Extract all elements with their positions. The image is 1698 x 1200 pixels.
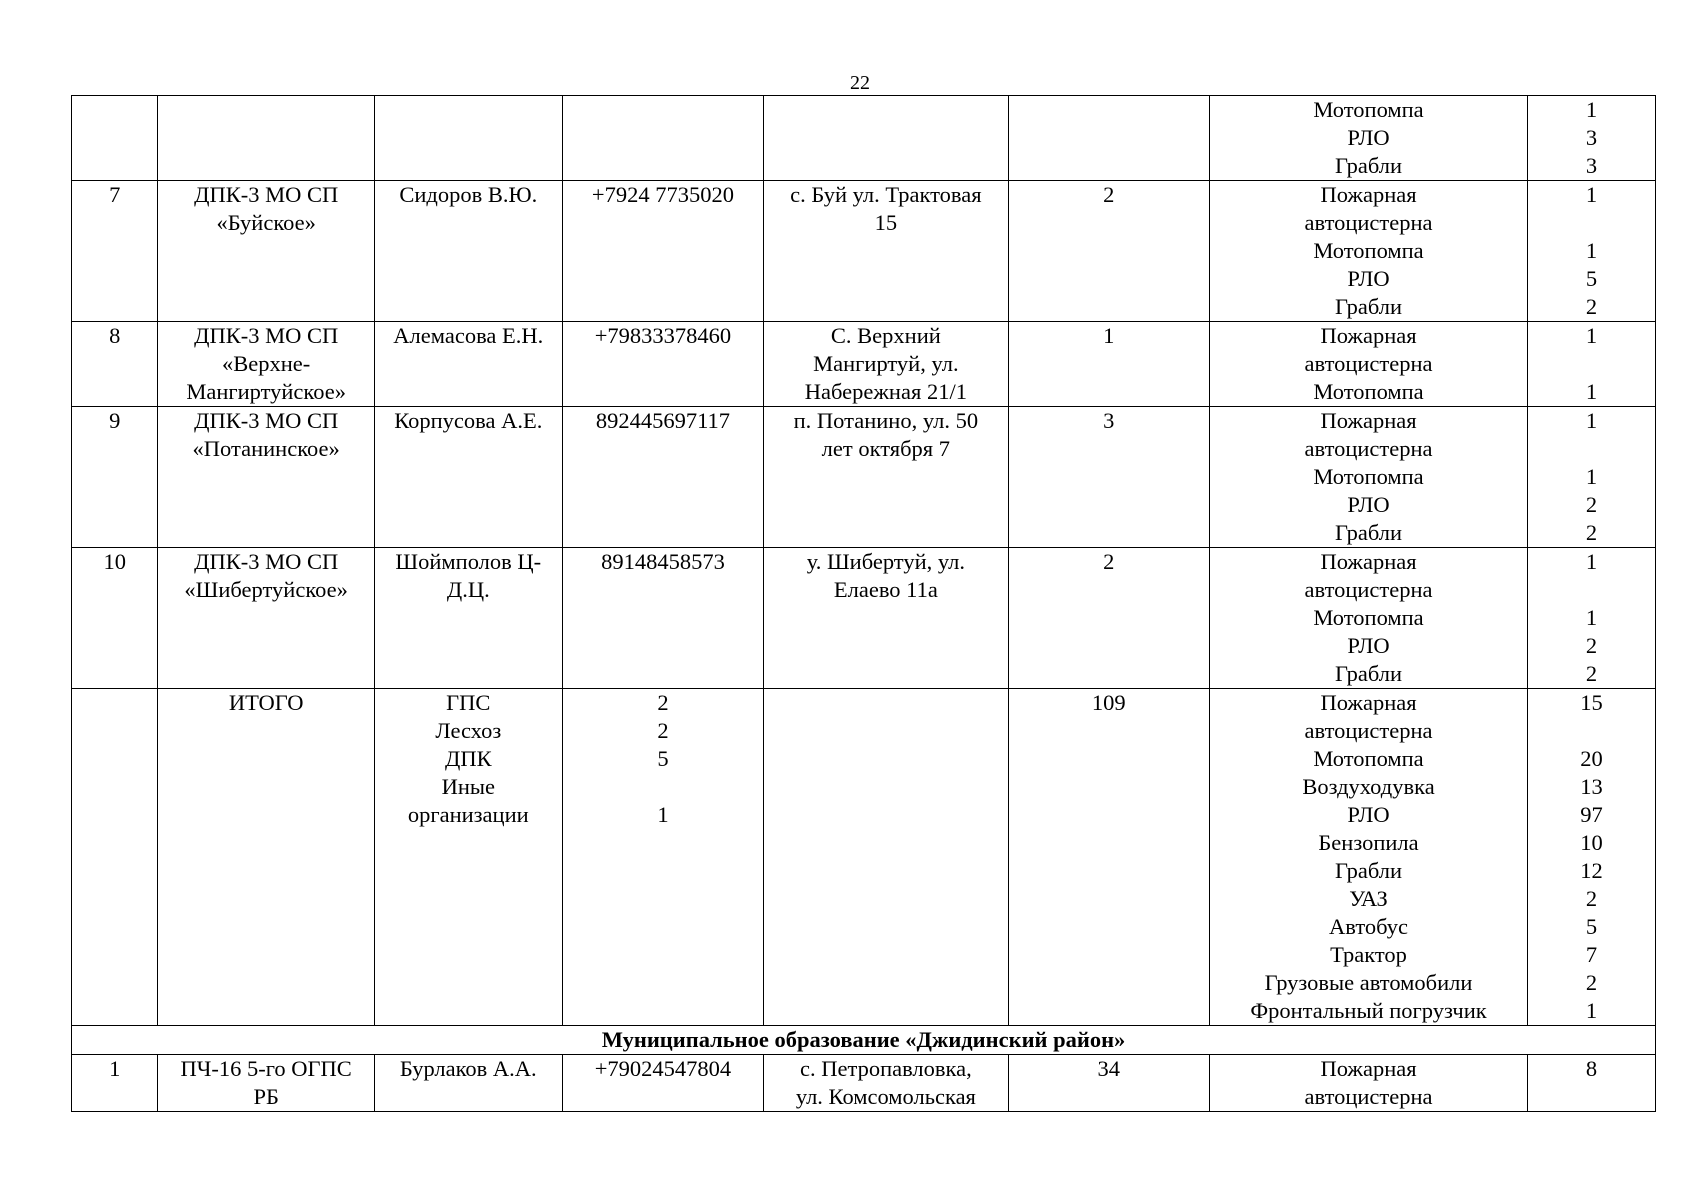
cell-phone: +7924 7735020 — [562, 181, 764, 322]
total-personnel: 109 — [1008, 689, 1210, 1026]
cell-org: ДПК-3 МО СП «Буйское» — [158, 181, 375, 322]
cell-counts: 8 — [1527, 1055, 1655, 1112]
table-row — [72, 407, 1656, 548]
cell-org: ДПК-3 МО СП «Потанинское» — [158, 407, 375, 548]
cell-num: 10 — [72, 548, 158, 689]
cell-org: ДПК-3 МО СП «Верхне- Мангиртуйское» — [158, 322, 375, 407]
table-row — [72, 322, 1656, 407]
cell-org: ПЧ-16 5-го ОГПС РБ — [158, 1055, 375, 1112]
cell-head: Алемасова Е.Н. — [374, 322, 562, 407]
total-label: ИТОГО — [158, 689, 375, 1026]
cell-counts: 1 1 2 2 — [1527, 407, 1655, 548]
cell-counts: 1 1 5 2 — [1527, 181, 1655, 322]
page-number: 22 — [850, 72, 870, 94]
table-row — [72, 96, 1656, 181]
cell-phone: 89148458573 — [562, 548, 764, 689]
cell-address: С. Верхний Мангиртуй, ул. Набережная 21/1 — [764, 322, 1008, 407]
cell-phone: +79024547804 — [562, 1055, 764, 1112]
table-row — [72, 181, 1656, 322]
cell-equipment: Пожарная автоцистерна — [1210, 1055, 1528, 1112]
cell-address — [764, 96, 1008, 181]
cell-address: п. Потанино, ул. 50 лет октября 7 — [764, 407, 1008, 548]
cell-personnel: 3 — [1008, 407, 1210, 548]
cell-counts: 1 1 — [1527, 322, 1655, 407]
total-row — [72, 689, 1656, 1026]
cell-num — [72, 689, 158, 1026]
cell-address — [764, 689, 1008, 1026]
cell-phone: 892445697117 — [562, 407, 764, 548]
total-types: ГПС Лесхоз ДПК Иные организации — [374, 689, 562, 1026]
cell-num — [72, 96, 158, 181]
cell-counts: 1 3 3 — [1527, 96, 1655, 181]
cell-address: у. Шибертуй, ул. Елаево 11а — [764, 548, 1008, 689]
cell-num: 9 — [72, 407, 158, 548]
cell-address: с. Буй ул. Трактовая 15 — [764, 181, 1008, 322]
cell-num: 7 — [72, 181, 158, 322]
cell-personnel: 1 — [1008, 322, 1210, 407]
cell-personnel: 2 — [1008, 181, 1210, 322]
cell-counts: 1 1 2 2 — [1527, 548, 1655, 689]
cell-num: 1 — [72, 1055, 158, 1112]
cell-equipment: Пожарная автоцистерна Мотопомпа РЛО Грабли — [1210, 181, 1528, 322]
cell-phone — [562, 96, 764, 181]
cell-equipment: Пожарная автоцистерна Мотопомпа — [1210, 322, 1528, 407]
section-row — [72, 1026, 1656, 1055]
cell-equipment: Пожарная автоцистерна Мотопомпа РЛО Грабли — [1210, 407, 1528, 548]
cell-num: 8 — [72, 322, 158, 407]
cell-personnel: 2 — [1008, 548, 1210, 689]
table-row — [72, 1055, 1656, 1112]
cell-org: ДПК-3 МО СП «Шибертуйское» — [158, 548, 375, 689]
total-equipment: Пожарная автоцистерна Мотопомпа Воздуходувка РЛО Бензопила Грабли УАЗ Автобус Трактор Грузовые автомобили Фронтальный погрузчик — [1210, 689, 1528, 1026]
cell-address: с. Петропавловка, ул. Комсомольская — [764, 1055, 1008, 1112]
cell-phone: +79833378460 — [562, 322, 764, 407]
resources-table — [71, 95, 1656, 1112]
section-title: Муниципальное образование «Джидинский район» — [72, 1026, 1656, 1055]
cell-org — [158, 96, 375, 181]
cell-head: Шоймполов Ц- Д.Ц. — [374, 548, 562, 689]
cell-head — [374, 96, 562, 181]
cell-equipment: Мотопомпа РЛО Грабли — [1210, 96, 1528, 181]
total-type-counts: 2 2 5 1 — [562, 689, 764, 1026]
total-counts: 15 20 13 97 10 12 2 5 7 2 1 — [1527, 689, 1655, 1026]
table-row — [72, 548, 1656, 689]
cell-equipment: Пожарная автоцистерна Мотопомпа РЛО Грабли — [1210, 548, 1528, 689]
cell-personnel: 34 — [1008, 1055, 1210, 1112]
cell-head: Корпусова А.Е. — [374, 407, 562, 548]
cell-personnel — [1008, 96, 1210, 181]
cell-head: Бурлаков А.А. — [374, 1055, 562, 1112]
cell-head: Сидоров В.Ю. — [374, 181, 562, 322]
